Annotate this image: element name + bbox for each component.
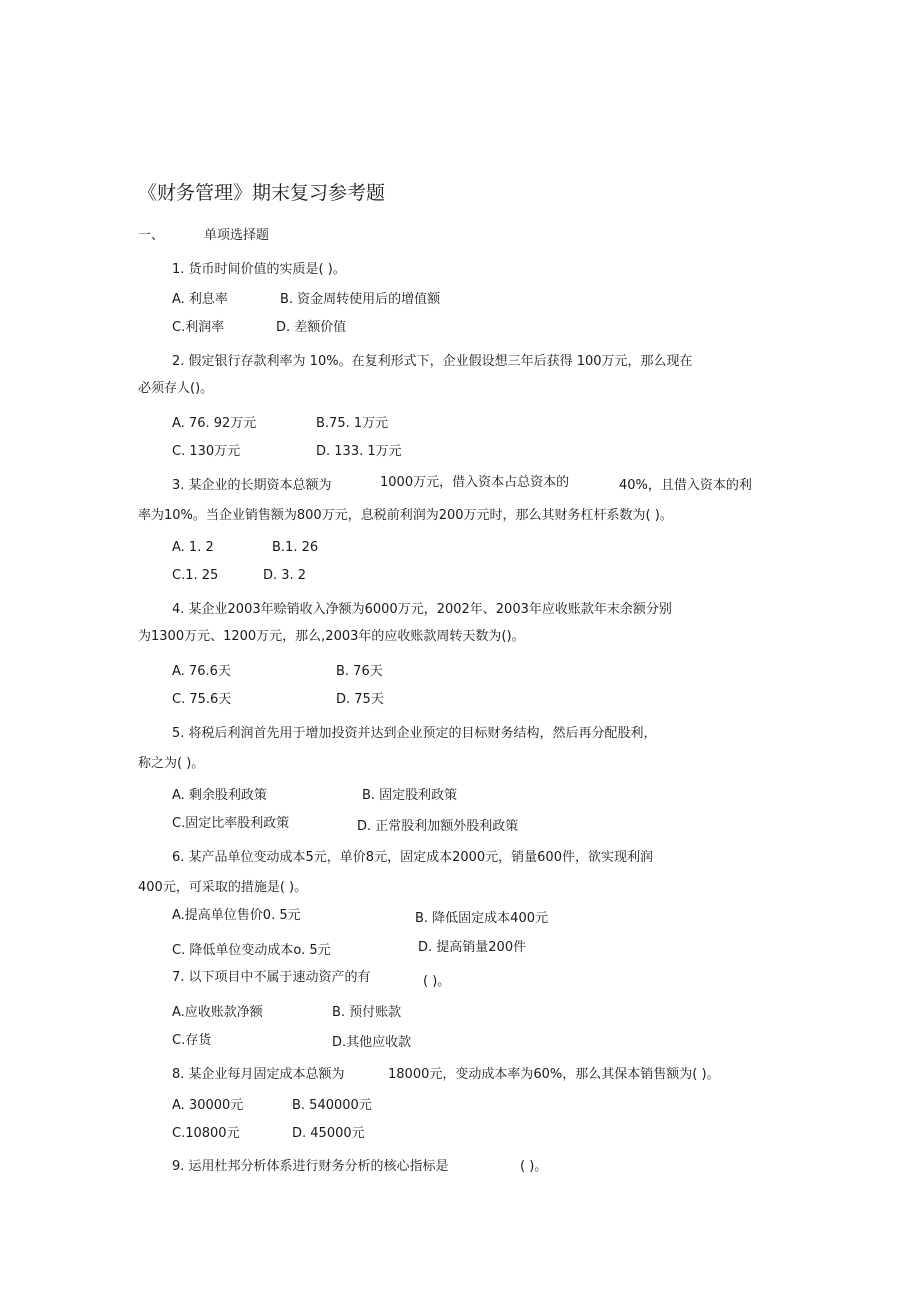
q1-option-a: A. 利息率 (172, 292, 228, 307)
q5-option-a: A. 剩余股利政策 (172, 788, 267, 803)
question-9-blank: ( )。 (520, 1159, 548, 1174)
question-4-text: 4. 某企业2003年赊销收入净额为6000万元，2002年、2003年应收账款年末余额分别 (172, 602, 672, 617)
q8-option-a: A. 30000元 (172, 1098, 244, 1113)
q5-option-d: D. 正常股利加额外股利政策 (357, 819, 519, 834)
q2-option-b: B.75. 1万元 (316, 416, 389, 431)
q3-option-a: A. 1. 2 (172, 540, 214, 555)
q7-option-b: B. 预付账款 (332, 1005, 402, 1020)
q1-option-d: D. 差额价值 (276, 320, 347, 335)
question-5-text-cont: 称之为( )。 (138, 756, 205, 771)
section-number: 一、 (138, 228, 165, 243)
question-8-text: 8. 某企业每月固定成本总额为 (172, 1067, 345, 1082)
q8-option-b: B. 540000元 (292, 1098, 372, 1113)
q8-option-c: C.10800元 (172, 1126, 240, 1141)
question-3-text-part2: 1000万元，借入资本占总资本的 (380, 475, 570, 490)
q5-option-b: B. 固定股利政策 (362, 788, 458, 803)
q2-option-a: A. 76. 92万元 (172, 416, 257, 431)
q8-option-d: D. 45000元 (292, 1126, 365, 1141)
q7-option-a: A.应收账款净额 (172, 1005, 263, 1020)
question-1-text: 1. 货币时间价值的实质是( )。 (172, 262, 346, 277)
q1-option-b: B. 资金周转使用后的增值额 (280, 292, 441, 307)
question-6-text-cont: 400元，可采取的措施是( )。 (138, 880, 308, 895)
q3-option-c: C.1. 25 (172, 568, 219, 583)
q1-option-c: C.利润率 (172, 320, 225, 335)
q6-option-d: D. 提高销量200件 (418, 940, 527, 955)
q3-option-b: B.1. 26 (272, 540, 319, 555)
question-9-text: 9. 运用杜邦分析体系进行财务分析的核心指标是 (172, 1159, 449, 1174)
q7-option-d: D.其他应收款 (332, 1035, 412, 1050)
q5-option-c: C.固定比率股利政策 (172, 816, 290, 831)
q3-option-d: D. 3. 2 (263, 568, 307, 583)
q6-option-b: B. 降低固定成本400元 (415, 911, 548, 926)
q4-option-c: C. 75.6天 (172, 692, 232, 707)
question-5-text: 5. 将税后利润首先用于增加投资并达到企业预定的目标财务结构，然后再分配股利， (172, 726, 657, 741)
q7-option-c: C.存货 (172, 1033, 212, 1048)
question-2-text: 2. 假定银行存款利率为 10%。在复利形式下，企业假设想三年后获得 100万元，那么现在 (172, 354, 693, 369)
question-3-text-part3: 40%，且借入资本的利 (619, 478, 752, 493)
question-7-text: 7. 以下项目中不属于速动资产的有 (172, 970, 371, 985)
question-3-text: 3. 某企业的长期资本总额为 (172, 478, 332, 493)
question-6-text: 6. 某产品单位变动成本5元，单价8元，固定成本2000元，销量600件，欲实现利润 (172, 850, 653, 865)
q4-option-d: D. 75天 (336, 692, 384, 707)
section-label: 单项选择题 (204, 228, 270, 243)
q4-option-b: B. 76天 (336, 664, 383, 679)
page-title: 《财务管理》期末复习参考题 (138, 182, 386, 204)
question-7-blank: ( )。 (423, 974, 451, 989)
q6-option-c: C. 降低单位变动成本o. 5元 (172, 943, 331, 958)
question-2-text-cont: 必须存人()。 (138, 381, 214, 396)
question-4-text-cont: 为1300万元、1200万元，那么,2003年的应收账款周转天数为()。 (138, 629, 525, 644)
q6-option-a: A.提高单位售价0. 5元 (172, 908, 301, 923)
question-8-text-part2: 18000元，变动成本率为60%，那么其保本销售额为( )。 (388, 1067, 720, 1082)
q4-option-a: A. 76.6天 (172, 664, 231, 679)
question-3-text-cont: 率为10%。当企业销售额为800万元，息税前利润为200万元时，那么其财务杠杆系数为( )。 (138, 508, 673, 523)
q2-option-c: C. 130万元 (172, 444, 241, 459)
q2-option-d: D. 133. 1万元 (316, 444, 402, 459)
